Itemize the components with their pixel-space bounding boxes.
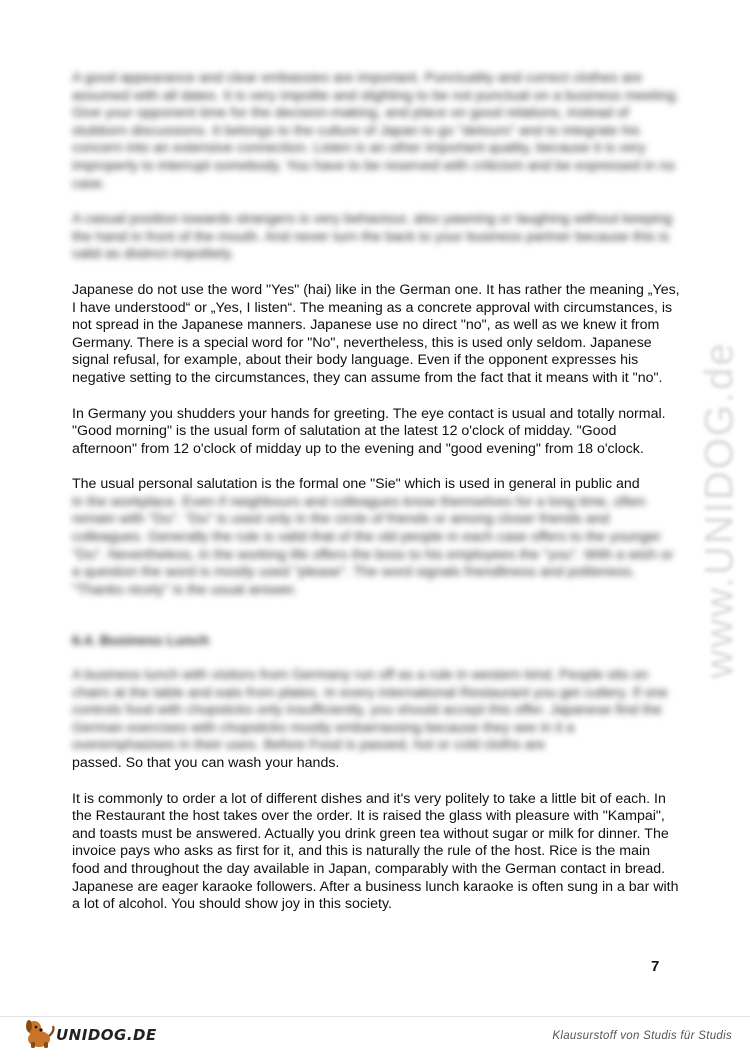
paragraph-business-lunch-blurred: A business lunch with visitors from Germany run off as a rule in western kind. People sits on chairs at the table and eats from plates. In every international Restaurant you get cutlery. If one controls food with chopsticks only insufficiently, you should accept this offer. Japanese find the German exercises with chopsticks mostly embarrassing because they see in it a overemphasises in their uses. Before Food is passed, hot or cold cloths are [72, 667, 668, 754]
watermark-text: www.UNIDOG.de [697, 341, 742, 679]
logo-text: UNIDOG.DE [56, 1026, 157, 1044]
paragraph-dishes: It is commonly to order a lot of different dishes and it's very politely to take a little bit of each. In the Restaurant the host takes over the order. It is raised the glass with pleasure with "Kampai", and toasts must be answered. Actually you drink green tea without sugar or milk for dinner. The invoice pays who asks as first for it, and this is naturally the rule of the host. Rice is the main food and throughout the day available in Japan, comparably with the German contact in bread. Japanese are eager karaoke followers. After a business lunch karaoke is often sung in a bar with a lot of alcohol. You should show joy in this society. [72, 790, 679, 913]
footer-tagline: Klausurstoff von Studis für Studis [552, 1030, 732, 1042]
section-heading: 6.4. Business Lunch [72, 633, 210, 650]
document-body [72, 70, 680, 932]
paragraph-appearance: A good appearance and clear embassies are important. Punctuality and correct clothes are assumed with all dates. It is very impolite and slighting to be not punctual on a business meeting. Give your opponent time for the decision-making, and place on good relations, instead of stubborn discussions. It belongs to the culture of Japan to go "detours" and to integrate his concern into an extensive connection. Listen is an other important quality, because it is very improperly to interrupt somebody. You have to be reserved with criticism and be expressed in no case. [72, 70, 680, 192]
page-number: 7 [651, 958, 660, 975]
paragraph-salutation-visible: The usual personal salutation is the formal one "Sie" which is used in general in public and [72, 476, 640, 493]
unidog-logo[interactable] [22, 1014, 157, 1050]
dog-icon [22, 1014, 58, 1050]
paragraph-yes-no: Japanese do not use the word "Yes" (hai) like in the German one. It has rather the meaning „Yes, I have understood“ or „Yes, I listen“. The meaning as a concrete approval with circumstances, is not spread in the Japanese manners. Japanese use no direct "no", as well as we knew it from Germany. There is a special word for "No", nevertheless, this is used only seldom. Japanese signal refusal, for example, about their body language. Even if the opponent expresses his negative setting to the circumstances, they can assume from the fact that it means with it "no". [72, 281, 680, 386]
paragraph-casual-position: A casual position towards strangers is very behaviour, also yawning or laughing without keeping the hand in front of the mouth. And never turn the back to your business partner because this is valid as distinct impolitely. [72, 211, 673, 263]
watermark [690, 280, 750, 740]
paragraph-germany-greeting: In Germany you shudders your hands for greeting. The eye contact is usual and totally normal. "Good morning" is the usual form of salutation at the latest 12 o'clock of midday. "Good afternoon" from 12 o'clock of midday up to the evening and "good evening" from 18 o'clock. [72, 405, 666, 457]
paragraph-salutation-blurred: in the workplace. Even if neighbours and colleagues know themselves for a long time, often remain with "Du". "Du" is used only in the circle of friends or among closer friends and colleagues. Generally the rule is valid that of the old people in each case offers to the younger "Du". Nevertheless, in the working life offers the boss to his employees the "you". With a wish or a question the word is mostly used "please". The word signals friendliness and politeness. "Thanks nicely" is the usual answer. [72, 493, 674, 598]
paragraph-business-lunch-visible: passed. So that you can wash your hands. [72, 755, 340, 771]
